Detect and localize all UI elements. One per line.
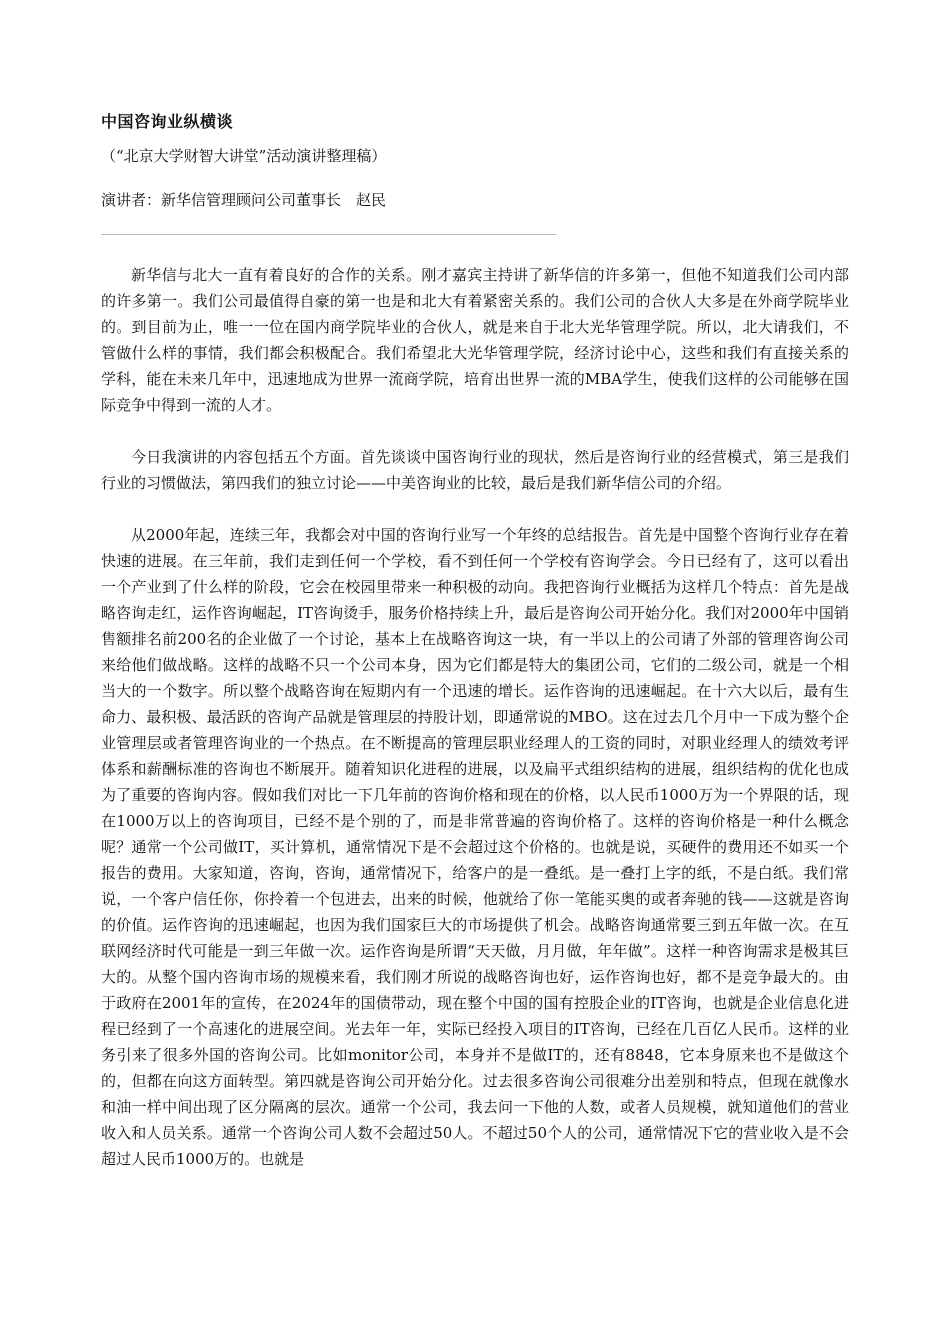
paragraph-intro: 新华信与北大一直有着良好的合作的关系。刚才嘉宾主持讲了新华信的许多第一，但他不知道我们公司内部的许多第一。我们公司最值得自豪的第一也是和北大有着紧密关系的。我们公司的合伙人大多是在外商学院毕业的。到目前为止，唯一一位在国内商学院毕业的合伙人，就是来自于北大光华管理学院。所以，北大请我们，不管做什么样的事情，我们都会积极配合。我们希望北大光华管理学院，经济讨论中心，这些和我们有直接关系的学科，能在未来几年中，迅速地成为世界一流商学院，培育出世界一流的MBA学生，使我们这样的公司能够在国际竞争中得到一流的人才。 — [101, 266, 849, 414]
separator-rule: ____________________________________________________________________________________ — [101, 226, 557, 236]
speaker-line: 演讲者：新华信管理顾问公司董事长 赵民 — [101, 191, 387, 209]
document-title: 中国咨询业纵横谈 — [101, 112, 234, 131]
paragraph-industry-status: 从2000年起，连续三年，我都会对中国的咨询行业写一个年终的总结报告。首先是中国整个咨询行业存在着快速的进展。在三年前，我们走到任何一个学校，看不到任何一个学校有咨询学会。今日已经有了，这可以看出一个产业到了什么样的阶段，它会在校园里带来一种积极的动向。我把咨询行业概括为这样几个特点：首先是战略咨询走红，运作咨询崛起，IT咨询烫手，服务价格持续上升，最后是咨询公司开始分化。我们对2000年中国销售额排名前200名的企业做了一个讨论，基本上在战略咨询这一块，有一半以上的公司请了外部的管理咨询公司来给他们做战略。这样的战略不只一个公司本身，因为它们都是特大的集团公司，它们的二级公司，就是一个相当大的一个数字。所以整个战略咨询在短期内有一个迅速的增长。运作咨询的迅速崛起。在十六大以后，最有生命力、最积极、最活跃的咨询产品就是管理层的持股计划，即通常说的MBO。这在过去几个月中一下成为整个企业管理层或者管理咨询业的一个热点。在不断提高的管理层职业经理人的工资的同时，对职业经理人的绩效考评体系和薪酬标准的咨询也不断展开。随着知识化进程的进展，以及扁平式组织结构的进展，组织结构的优化也成为了重要的咨询内容。假如我们对比一下几年前的咨询价格和现在的价格，以人民币1000万为一个界限的话，现在1000万以上的咨询项目，已经不是个别的了，而是非常普遍的咨询价格了。这样的咨询价格是一种什么概念呢？通常一个公司做IT，买计算机，通常情况下是不会超过这个价格的。也就是说，买硬件的费用还不如买一个报告的费用。大家知道，咨询，咨询，通常情况下，给客户的是一叠纸。是一叠打上字的纸，不是白纸。我们常说，一个客户信任你，你拎着一个包进去，出来的时候，他就给了你一笔能买奥的或者奔驰的钱——这就是咨询的价值。运作咨询的迅速崛起，也因为我们国家巨大的市场提供了机会。战略咨询通常要三到五年做一次。在互联网经济时代可能是一到三年做一次。运作咨询是所谓“天天做，月月做，年年做”。这样一种咨询需求是极其巨大的。从整个国内咨询市场的规模来看，我们刚才所说的战略咨询也好，运作咨询也好，都不是竞争最大的。由于政府在2001年的宣传，在2024年的国债带动，现在整个中国的国有控股企业的IT咨询，也就是企业信息化进程已经到了一个高速化的进展空间。光去年一年，实际已经投入项目的IT咨询，已经在几百亿人民币。这样的业务引来了很多外国的咨询公司。比如monitor公司，本身并不是做IT的，还有8848，它本身原来也不是做这个的，但都在向这方面转型。第四就是咨询公司开始分化。过去很多咨询公司很难分出差别和特点，但现在就像水和油一样中间出现了区分隔离的层次。通常一个公司，我去问一下他的人数，或者人员规模，就知道他们的营业收入和人员关系。通常一个咨询公司人数不会超过50人。不超过50个人的公司，通常情况下它的营业收入是不会超过人民币1000万的。也就是 — [101, 526, 849, 1168]
document-subtitle: （“北京大学财智大讲堂”活动演讲整理稿） — [101, 147, 387, 165]
paragraph-outline: 今日我演讲的内容包括五个方面。首先谈谈中国咨询行业的现状，然后是咨询行业的经营模式，第三是我们行业的习惯做法，第四我们的独立讨论——中美咨询业的比较，最后是我们新华信公司的介绍。 — [101, 448, 849, 492]
document-page — [101, 110, 849, 1172]
